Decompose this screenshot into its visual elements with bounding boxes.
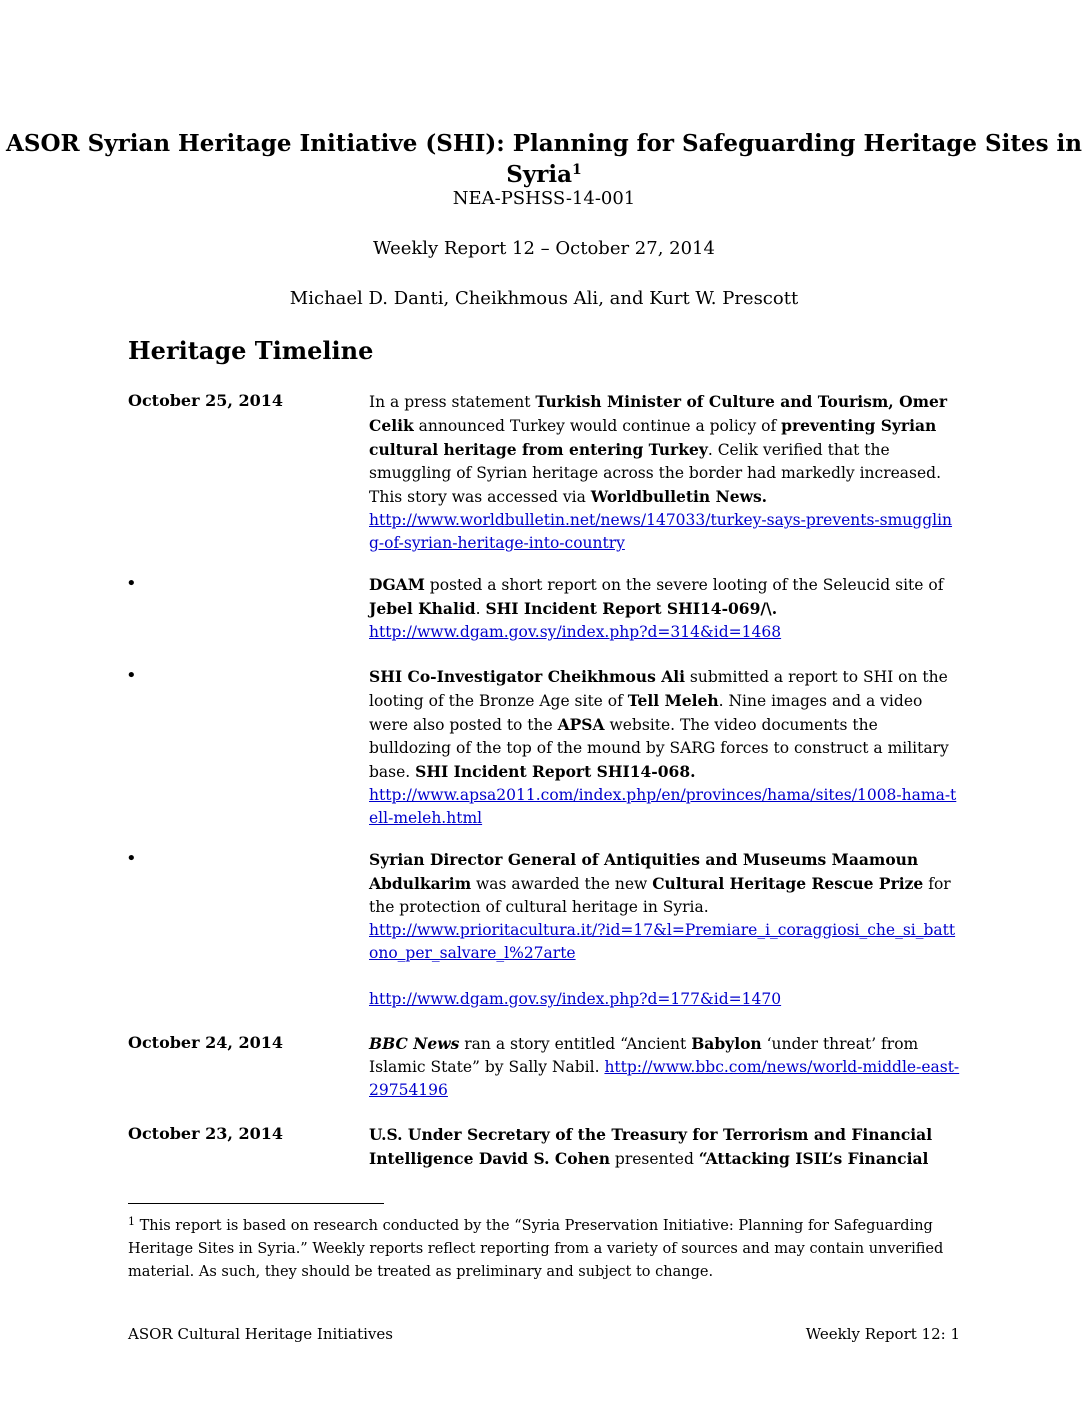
text-run: presented xyxy=(610,1150,699,1168)
entry-date: October 23, 2014 xyxy=(128,1124,284,1143)
text-run: ‘under threat’ from Islamic State” by Sally Nabil. xyxy=(369,1035,919,1076)
emphasis-text: Tell Meleh xyxy=(627,691,719,710)
page-title xyxy=(0,128,1088,190)
text-run: submitted a report to SHI on the looting of the Bronze Age site of xyxy=(369,668,948,710)
emphasis-text: “Attacking ISIL’s Financial xyxy=(698,1149,929,1168)
entry-text xyxy=(369,573,961,621)
emphasis-text: Cultural Heritage Rescue Prize xyxy=(652,874,924,893)
source-link[interactable]: http://www.dgam.gov.sy/index.php?d=177&id=1470 xyxy=(369,990,782,1008)
text-run: was awarded the new xyxy=(471,875,653,893)
footer-left: ASOR Cultural Heritage Initiatives xyxy=(128,1325,393,1343)
authors-line: Michael D. Danti, Cheikhmous Ali, and Kurt W. Prescott xyxy=(289,288,799,309)
footer-right: Weekly Report 12: 1 xyxy=(805,1325,960,1343)
emphasis-text: DGAM xyxy=(369,575,425,594)
emphasis-text: U.S. Under Secretary of the Treasury for Terrorism and Financial Intelligence David S. Cohen xyxy=(369,1125,933,1168)
footnote xyxy=(128,1215,960,1284)
entry-text xyxy=(369,665,961,784)
footnote-text: This report is based on research conducted by the “Syria Preservation Initiative: Planning for Safeguarding Heritage Sites in Syria.” Weekly reports reflect reporting from a variety of sources and may contain unverified material. As such, they should be treated as preliminary and subject to change. xyxy=(128,1218,944,1280)
emphasis-text: Worldbulletin News. xyxy=(590,487,768,506)
entry-text xyxy=(369,1032,961,1102)
footnote-divider xyxy=(128,1203,384,1204)
text-run: posted a short report on the severe looting of the Seleucid site of xyxy=(424,576,944,594)
emphasis-text: preventing Syrian cultural heritage from entering Turkey xyxy=(369,416,937,459)
entry-text xyxy=(369,848,961,919)
emphasis-text: SHI Incident Report SHI14-068. xyxy=(415,762,696,781)
emphasis-text: SHI Co-Investigator Cheikhmous Ali xyxy=(369,667,685,686)
bullet-marker: • xyxy=(126,573,137,594)
entry-text xyxy=(369,1123,961,1171)
source-link[interactable]: http://www.prioritacultura.it/?id=17&l=Premiare_i_coraggiosi_che_si_battono_per_salvare_l%27arte xyxy=(369,921,956,962)
text-run: . Nine images and a video were also posted to the xyxy=(369,692,923,734)
bullet-marker: • xyxy=(126,665,137,686)
source-link[interactable]: http://www.bbc.com/news/world-middle-east-29754196 xyxy=(369,1058,960,1099)
text-run: for the protection of cultural heritage in Syria. xyxy=(369,875,951,916)
text-run: website. The video documents the bulldozing of the top of the mound by SARG forces to construct a military base. xyxy=(369,716,949,781)
emphasis-text: BBC News xyxy=(369,1034,460,1053)
source-link[interactable]: http://www.dgam.gov.sy/index.php?d=314&id=1468 xyxy=(369,623,782,641)
timeline-entry xyxy=(369,1123,961,1171)
text-run: . xyxy=(475,600,486,618)
timeline-entry xyxy=(369,848,961,1011)
timeline-entry xyxy=(369,1032,961,1102)
emphasis-text: Turkish Minister of Culture and Tourism, Omer Celik xyxy=(369,392,948,435)
text-run: announced Turkey would continue a policy of xyxy=(413,417,782,435)
entry-text xyxy=(369,390,961,509)
entry-date: October 25, 2014 xyxy=(128,391,284,410)
text-run: . Celik verified that the smuggling of Syrian heritage across the border had markedly increased. This story was accessed via xyxy=(369,441,942,506)
report-subtitle: Weekly Report 12 – October 27, 2014 xyxy=(373,238,715,259)
bullet-marker: • xyxy=(126,848,137,869)
footnote-mark: 1 xyxy=(128,1215,135,1228)
entry-date: October 24, 2014 xyxy=(128,1033,284,1052)
text-run: In a press statement xyxy=(369,393,536,411)
source-link[interactable]: http://www.worldbulletin.net/news/147033/turkey-says-prevents-smuggling-of-syrian-heritage-into-country xyxy=(369,511,953,552)
text-run: ran a story entitled “Ancient xyxy=(459,1035,692,1053)
emphasis-text: Syrian Director General of Antiquities and Museums Maamoun Abdulkarim xyxy=(369,850,919,893)
footnote-reference: 1 xyxy=(571,162,582,178)
timeline-entry xyxy=(369,390,961,555)
emphasis-text: Jebel Khalid xyxy=(369,599,476,618)
emphasis-text: Babylon xyxy=(691,1034,762,1053)
emphasis-text: APSA xyxy=(557,715,605,734)
timeline-entry xyxy=(369,573,961,644)
emphasis-text: SHI Incident Report SHI14-069/\. xyxy=(485,599,778,618)
timeline-entry xyxy=(369,665,961,830)
source-link[interactable]: http://www.apsa2011.com/index.php/en/provinces/hama/sites/1008-hama-tell-meleh.html xyxy=(369,786,957,827)
title-text: ASOR Syrian Heritage Initiative (SHI): Planning for Safeguarding Heritage Sites in Syria xyxy=(5,130,1083,188)
grant-number: NEA-PSHSS-14-001 xyxy=(452,188,636,209)
section-heading: Heritage Timeline xyxy=(128,336,374,365)
